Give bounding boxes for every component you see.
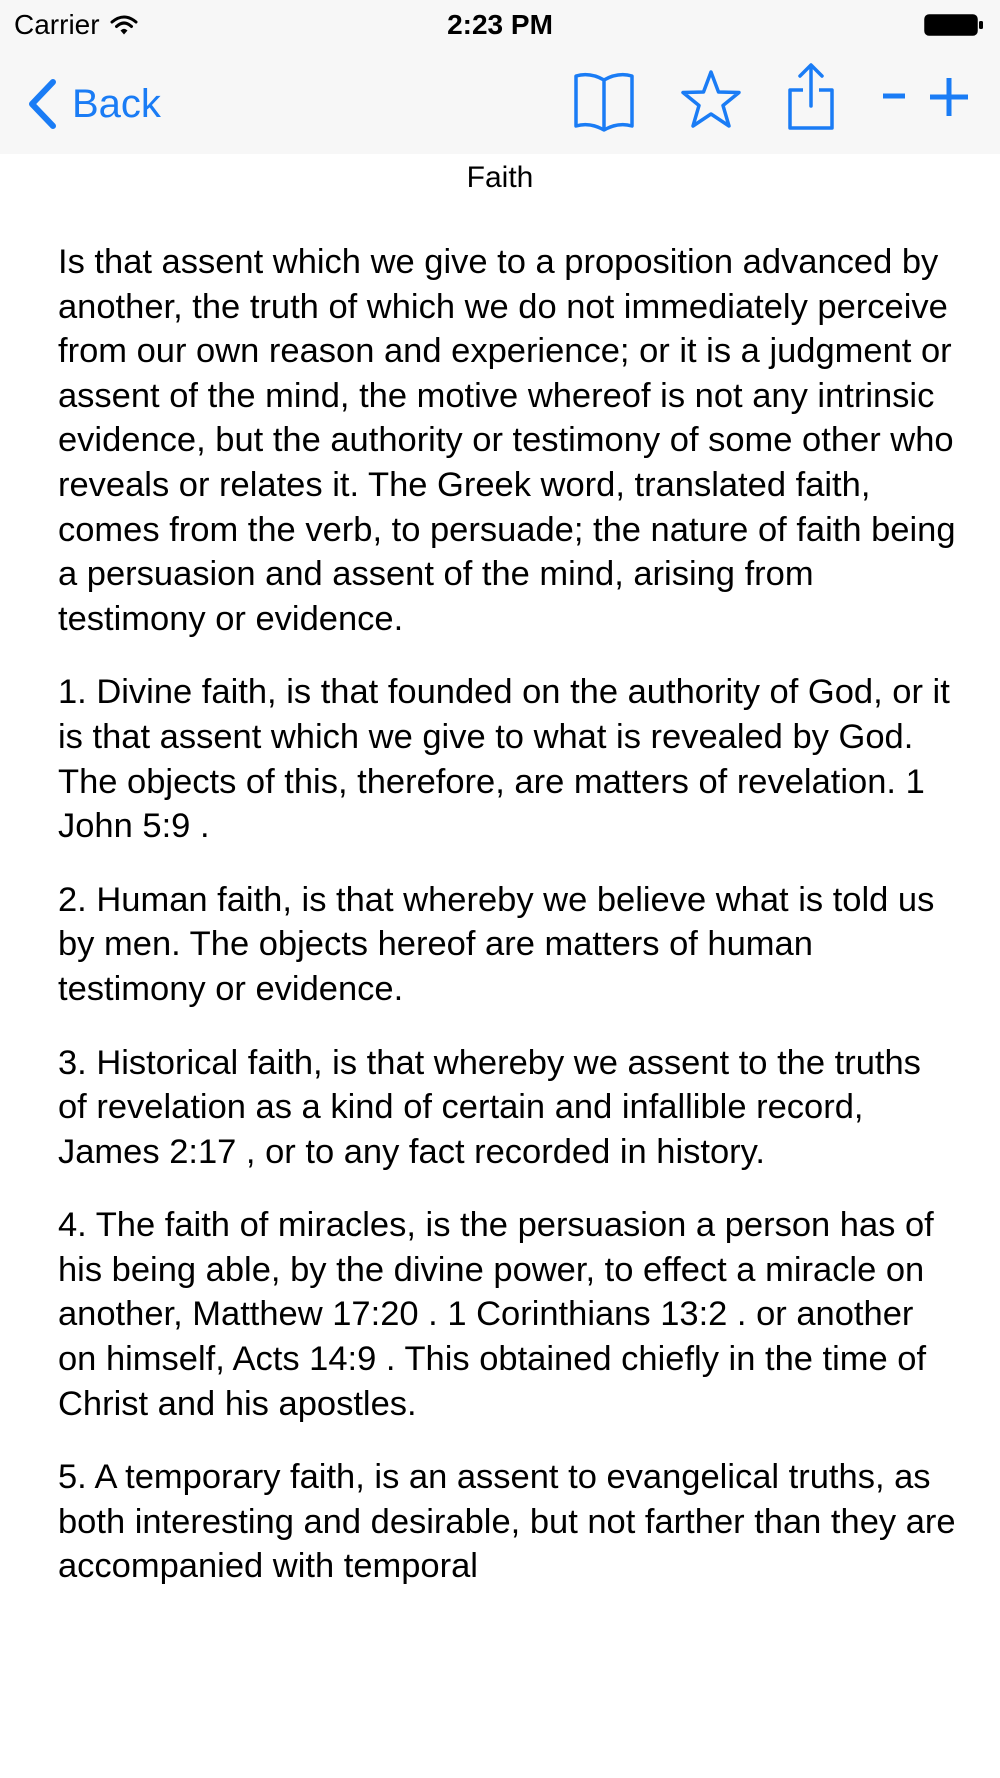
share-icon[interactable] — [786, 62, 836, 132]
star-icon[interactable] — [680, 68, 742, 132]
back-label: Back — [72, 81, 161, 126]
carrier-label: Carrier — [14, 9, 100, 40]
paragraph: 5. A temporary faith, is an assent to evangelical truths, as both interesting and desirable, but not farther than they are accompanied with temporal — [58, 1458, 956, 1586]
increase-font-button[interactable] — [928, 76, 970, 118]
status-bar — [0, 0, 1000, 52]
book-icon[interactable] — [572, 70, 636, 132]
paragraph: 4. The faith of miracles, is the persuasion a person has of his being able, by the divine power, to effect a miracle on another, Matthew 17:20 . 1 Corinthians 13:2 . or another on himself, Acts 14:9 . This obtained chiefly in the time of Christ and his apostles. — [58, 1206, 934, 1423]
battery-icon — [924, 14, 984, 36]
back-button[interactable] — [26, 74, 161, 134]
paragraph: Is that assent which we give to a proposition advanced by another, the truth of which we do not immediately perceive from our own reason and experience; or it is a judgment or assent of the mind, the motive whereof is not any intrinsic evidence, but the authority or testimony of some other who reveals or relates it. The Greek word, translated faith, comes from the verb, to persuade; the nature of faith being a persuasion and assent of the mind, arising from testimony or evidence. — [58, 243, 956, 638]
article-body — [58, 240, 958, 1618]
paragraph: 3. Historical faith, is that whereby we assent to the truths of revelation as a kind of certain and infallible record, James 2:17 , or to any fact recorded in history. — [58, 1043, 921, 1171]
status-time: 2:23 PM — [447, 9, 553, 40]
decrease-font-button[interactable] — [880, 76, 908, 116]
paragraph: 1. Divine faith, is that founded on the authority of God, or it is that assent which we give to what is revealed by God. The objects of this, therefore, are matters of revelation. 1 John 5:9 . — [58, 673, 950, 846]
navigation-bar — [0, 52, 1000, 154]
chevron-left-icon — [26, 78, 58, 130]
article-title: Faith — [466, 161, 534, 194]
paragraph: 2. Human faith, is that whereby we believe what is told us by men. The objects hereof are matters of human testimony or evidence. — [58, 880, 935, 1008]
